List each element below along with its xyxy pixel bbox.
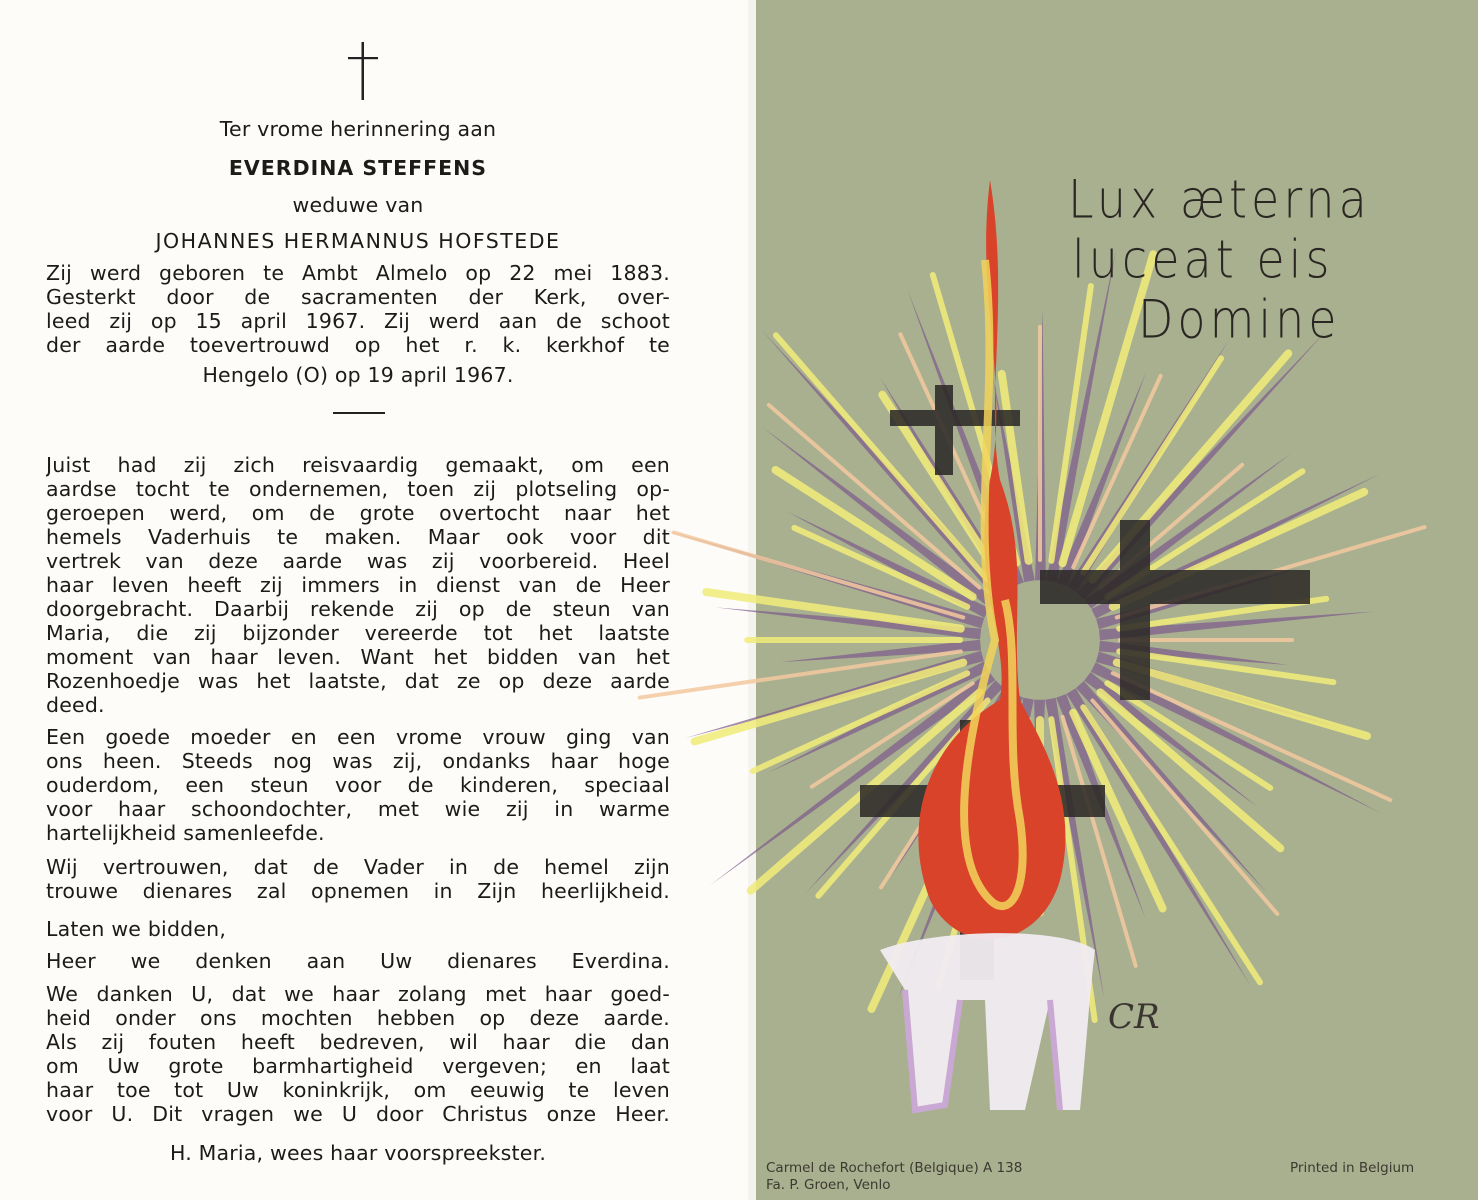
body-line: Maria, die zij bijzonder vereerde tot het laatste — [46, 621, 670, 645]
body-line: Wij vertrouwen, dat de Vader in de hemel zijn — [46, 855, 670, 879]
body-line: Rozenhoedje was het laatste, dat ze op deze aarde — [46, 669, 670, 693]
body-line: voor U. Dit vragen we U door Christus onze Heer. — [46, 1102, 670, 1126]
body-line: Als zij fouten heeft bedreven, wil haar die dan — [46, 1030, 670, 1054]
body-line: deed. — [46, 693, 105, 717]
artist-signature: CR — [1108, 997, 1160, 1037]
body-line: geroepen werd, om de grote overtocht naar het — [46, 501, 670, 525]
yellow-ray — [1083, 707, 1260, 982]
spouse-name: JOHANNES HERMANNUS HOFSTEDE — [155, 229, 561, 253]
title-line-1: Lux æterna — [1068, 168, 1371, 231]
bio-line: Gesterkt door de sacramenten der Kerk, over- — [46, 285, 670, 309]
bio-line: leed zij op 15 april 1967. Zij werd aan de schoot — [46, 309, 670, 333]
body-line: Laten we bidden, — [46, 917, 227, 941]
body-line: aardse tocht te ondernemen, toen zij plotseling op- — [46, 477, 670, 501]
intro-text: Ter vrome herinnering aan — [219, 117, 497, 141]
title-line-2: luceat eis — [1072, 228, 1334, 291]
printer-text: Fa. P. Groen, Venlo — [766, 1177, 891, 1193]
body-line: H. Maria, wees haar voorspreekster. — [169, 1141, 547, 1165]
bio-line: der aarde toevertrouwd op het r. k. kerkhof te — [46, 333, 670, 357]
body-line: voor haar schoondochter, met wie zij in warme — [46, 797, 670, 821]
body-line: doorgebracht. Daarbij rekende zij op de steun van — [46, 597, 670, 621]
body-line: trouwe dienares zal opnemen in Zijn heerlijkheid. — [46, 879, 670, 903]
publisher-text: Carmel de Rochefort (Belgique) A 138 — [766, 1160, 1023, 1176]
bio-line: Hengelo (O) op 19 april 1967. — [202, 363, 514, 387]
body-line: We danken U, dat we haar zolang met haar goed- — [46, 982, 670, 1006]
bio-line: Zij werd geboren te Ambt Almelo op 22 mei 1883. — [46, 261, 670, 285]
body-line: vertrek van deze aarde was zij voorbereid. Heel — [46, 549, 670, 573]
body-line: hemels Vaderhuis te maken. Maar ook voor dit — [46, 525, 670, 549]
body-line: haar toe tot Uw koninkrijk, om eeuwig te leven — [46, 1078, 670, 1102]
body-line: haar leven heeft zij immers in dienst van de Heer — [46, 573, 670, 597]
body-line: hartelijkheid samenleefde. — [46, 821, 325, 845]
body-line: moment van haar leven. Want het bidden van het — [46, 645, 670, 669]
body-line: Een goede moeder en een vrome vrouw ging van — [46, 725, 670, 749]
body-line: ouderdom, een steun voor de kinderen, speciaal — [46, 773, 670, 797]
deceased-name: EVERDINA STEFFENS — [228, 156, 488, 180]
relation-text: weduwe van — [292, 193, 424, 217]
printed-in-text: Printed in Belgium — [1290, 1160, 1415, 1176]
body-line: heid onder ons mochten hebben op deze aarde. — [46, 1006, 670, 1030]
title-line-3: Domine — [1138, 288, 1341, 351]
body-line: Heer we denken aan Uw dienares Everdina. — [46, 949, 670, 973]
body-line: Juist had zij zich reisvaardig gemaakt, om een — [46, 453, 670, 477]
yellow-ray — [1119, 651, 1333, 682]
body-line: ons heen. Steeds nog was zij, ondanks haar hoge — [46, 749, 670, 773]
body-line: om Uw grote barmhartigheid vergeven; en laat — [46, 1054, 670, 1078]
